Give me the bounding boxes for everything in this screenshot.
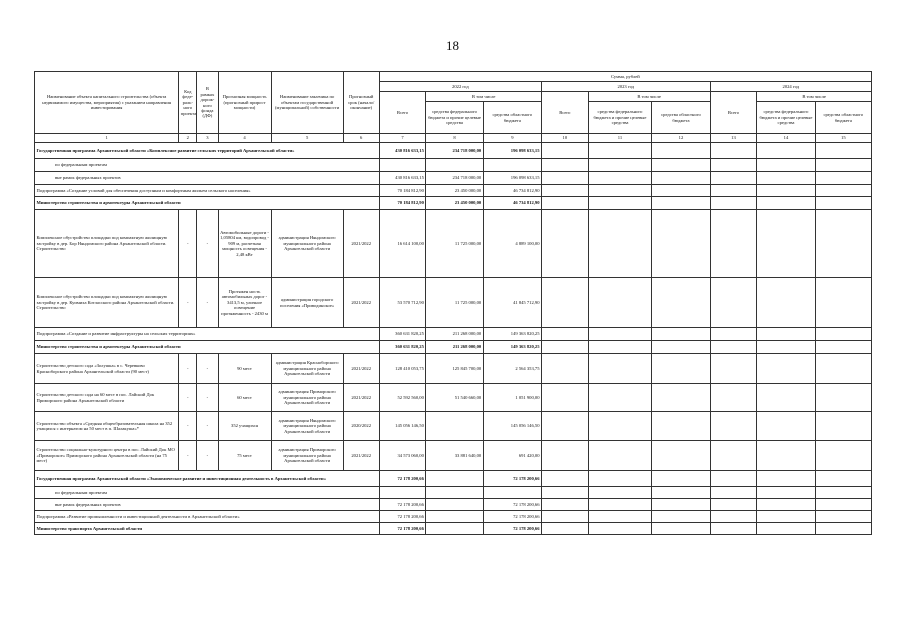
cell-owner: администрация Приморского муниципального района Архангельской области <box>271 384 343 412</box>
col-num: 7 <box>379 134 426 143</box>
cell-regional: 1 051 900,00 <box>483 384 541 412</box>
cell-total: 128 410 053,75 <box>379 354 426 384</box>
cell-capacity: 75 мест <box>218 441 271 471</box>
table-row <box>35 185 872 197</box>
header-year-2023: 2023 год <box>542 82 711 92</box>
cell-federal: 11 725 000,00 <box>426 210 483 278</box>
header-regional: средства областного бюджета <box>815 102 871 134</box>
table-row <box>35 341 872 354</box>
cell-regional: 196 098 633,15 <box>483 143 541 159</box>
cell-code: - <box>179 354 197 384</box>
cell-federal: 211 268 000,00 <box>426 341 483 354</box>
cell-owner: администрация Красноборского муниципального района Архангельской области <box>271 354 343 384</box>
cell-total: 72 178 200,66 <box>379 511 426 523</box>
cell-regional: 72 178 200,66 <box>483 511 541 523</box>
table-row <box>35 471 872 487</box>
cell-code: - <box>179 278 197 328</box>
row-title: Подпрограмма «Развитие промышленности и инвестиционной деятельности в Архангельской области» <box>35 511 380 523</box>
cell-federal: 23 450 000,00 <box>426 185 483 197</box>
cell-period: 2021/2022 <box>343 278 379 328</box>
col-num: 15 <box>815 134 871 143</box>
header-period: Прогнозный срок (начало/окончание) <box>343 72 379 134</box>
cell-road: - <box>197 384 218 412</box>
col-num: 3 <box>197 134 218 143</box>
cell-period: 2021/2022 <box>343 354 379 384</box>
header-federal: средства федерального бюджета и прочие целевые средства <box>757 102 815 134</box>
cell-capacity: 352 учащихся <box>218 412 271 441</box>
row-title: по федеральным проектам <box>35 487 380 499</box>
object-name: Комплексное обустройство площадки под компактную жилищную застройку в дер. Куимиха Котласского района Архангельской области. Строительство <box>35 278 179 328</box>
cell-regional: 72 178 200,66 <box>483 523 541 535</box>
cell-federal <box>426 499 483 511</box>
row-title: Министерство транспорта Архангельской области <box>35 523 380 535</box>
col-num: 10 <box>542 134 589 143</box>
cell-regional: 149 363 820,25 <box>483 328 541 341</box>
header-name: Наименование объекта капитального строительства (объекта недвижимого имущества, мероприятия) с указанием направления инвестирования <box>35 72 179 134</box>
row-title: Министерство строительства и архитектуры Архангельской области <box>35 341 380 354</box>
cell-code: - <box>179 412 197 441</box>
cell-federal: 234 718 000,00 <box>426 172 483 185</box>
header-year-2022: 2022 год <box>379 82 541 92</box>
investment-table <box>34 71 872 535</box>
cell-federal: 11 725 000,00 <box>426 278 483 328</box>
cell-regional: 2 564 353,75 <box>483 354 541 384</box>
header-sum: Сумма, рублей <box>379 72 871 82</box>
col-num: 12 <box>652 134 710 143</box>
cell-owner: администрация городского поселения «Приводинское» <box>271 278 343 328</box>
table-row <box>35 511 872 523</box>
cell-total: 430 816 633,15 <box>379 143 426 159</box>
col-num: 2 <box>179 134 197 143</box>
header-owner: Наименование заказчика по объектам государственной (муниципальной) собственности <box>271 72 343 134</box>
cell-total: 16 614 100,00 <box>379 210 426 278</box>
cell-road: - <box>197 278 218 328</box>
cell-federal <box>426 412 483 441</box>
cell-regional: 41 845 712,90 <box>483 278 541 328</box>
cell-code: - <box>179 210 197 278</box>
cell-road: - <box>197 441 218 471</box>
header-total: Всего <box>542 92 589 134</box>
table-row <box>35 143 872 159</box>
header-federal: средства федерального бюджета и прочие целевые средства <box>588 102 652 134</box>
cell-regional: 145 056 146,50 <box>483 412 541 441</box>
cell-federal <box>426 471 483 487</box>
header-row-1 <box>35 72 872 82</box>
table-row <box>35 172 872 185</box>
table-row <box>35 384 872 412</box>
cell-road: - <box>197 412 218 441</box>
row-title: Государственная программа Архангельской области «Экономическое развитие и инвестиционная деятельность в Архангельской области» <box>35 471 380 487</box>
header-incl: В том числе <box>426 92 542 102</box>
header-regional: средства областного бюджета <box>483 102 541 134</box>
cell-capacity: Протяжен ность автомобильных дорог - 3413,5 м, уличное освещение протяженность - 2430 м <box>218 278 271 328</box>
cell-federal: 51 540 660,00 <box>426 384 483 412</box>
cell-regional: 72 178 200,66 <box>483 471 541 487</box>
table-row <box>35 441 872 471</box>
cell-period: 2021/2022 <box>343 441 379 471</box>
cell-total: 360 631 820,25 <box>379 328 426 341</box>
cell-total: 34 573 060,00 <box>379 441 426 471</box>
table-row <box>35 499 872 511</box>
cell-total: 70 184 812,90 <box>379 185 426 197</box>
cell-period: 2020/2022 <box>343 412 379 441</box>
col-num: 6 <box>343 134 379 143</box>
cell-total: 72 178 200,66 <box>379 471 426 487</box>
table-row <box>35 278 872 328</box>
cell-total: 145 056 146,50 <box>379 412 426 441</box>
cell-regional: 691 420,00 <box>483 441 541 471</box>
col-num: 8 <box>426 134 483 143</box>
header-incl: В том числе <box>757 92 872 102</box>
col-num: 4 <box>218 134 271 143</box>
table-row <box>35 354 872 384</box>
cell-capacity: Автомобильные дороги - 1,05804 км, водопровод - 909 м, расчетная мощность освещения - 2,48 кВт <box>218 210 271 278</box>
cell-owner: администрация Няндомского муниципального района Архангельской области <box>271 412 343 441</box>
cell-total: 53 570 712,90 <box>379 278 426 328</box>
cell-total: 72 178 200,66 <box>379 523 426 535</box>
cell-code: - <box>179 441 197 471</box>
header-federal: средства федерального бюджета и прочие целевые средства <box>426 102 483 134</box>
cell-total: 52 592 560,00 <box>379 384 426 412</box>
cell-federal <box>426 523 483 535</box>
header-incl: В том числе <box>588 92 710 102</box>
col-num: 1 <box>35 134 179 143</box>
cell-regional: 46 734 812,90 <box>483 197 541 210</box>
row-title: по федеральным проектам <box>35 159 380 172</box>
cell-regional: 46 734 812,90 <box>483 185 541 197</box>
table-row <box>35 523 872 535</box>
row-title: вне рамок федеральных проектов <box>35 172 380 185</box>
table-row <box>35 412 872 441</box>
table-row <box>35 487 872 499</box>
col-num: 11 <box>588 134 652 143</box>
row-title: вне рамок федеральных проектов <box>35 499 380 511</box>
header-total: Всего <box>710 92 757 134</box>
row-title: Министерство строительства и архитектуры Архангельской области <box>35 197 380 210</box>
column-numbers-row <box>35 134 872 143</box>
page-number: 18 <box>446 38 459 53</box>
table-row <box>35 210 872 278</box>
cell-road: - <box>197 210 218 278</box>
cell-regional: 196 098 633,15 <box>483 172 541 185</box>
col-num: 14 <box>757 134 815 143</box>
header-regional: средства областного бюджета <box>652 102 710 134</box>
row-title: Подпрограмма «Создание условий для обеспечения доступным и комфортным жильем сельского населения» <box>35 185 380 197</box>
cell-capacity: 90 мест <box>218 354 271 384</box>
object-name: Строительство детского сада «Золушка» в с. Черевково Красноборского района Архангельской области (90 мест) <box>35 354 179 384</box>
table-row <box>35 159 872 172</box>
row-title: Подпрограмма «Создание и развитие инфраструктуры на сельских территориях» <box>35 328 380 341</box>
cell-federal: 23 450 000,00 <box>426 197 483 210</box>
header-capacity: Прогнозная мощность (прогнозный прирост мощности) <box>218 72 271 134</box>
cell-code: - <box>179 384 197 412</box>
header-year-2024: 2024 год <box>710 82 871 92</box>
cell-owner: администрация Приморского муниципального района Архангельской области <box>271 441 343 471</box>
table-row <box>35 197 872 210</box>
cell-federal: 211 268 000,00 <box>426 328 483 341</box>
cell-total: 72 178 200,66 <box>379 499 426 511</box>
cell-regional: 72 178 200,66 <box>483 499 541 511</box>
cell-federal: 234 718 000,00 <box>426 143 483 159</box>
cell-federal: 33 881 640,00 <box>426 441 483 471</box>
col-num: 13 <box>710 134 757 143</box>
cell-regional: 4 889 100,00 <box>483 210 541 278</box>
table-row <box>35 328 872 341</box>
col-num: 5 <box>271 134 343 143</box>
cell-road: - <box>197 354 218 384</box>
object-name: Комплексное обустройство площадки под компактную жилищную застройку в дер. Бор Няндомского района Архангельской области. Строительство <box>35 210 179 278</box>
cell-federal <box>426 511 483 523</box>
cell-federal: 125 845 700,00 <box>426 354 483 384</box>
object-name: Строительство социально-культурного центра в пос. Лайский Док МО «Приморское» Приморского района Архангельской области (на 75 мест) <box>35 441 179 471</box>
cell-period: 2021/2022 <box>343 210 379 278</box>
header-code: Код феде-раль-ного проекта <box>179 72 197 134</box>
cell-total: 430 816 633,15 <box>379 172 426 185</box>
row-title: Государственная программа Архангельской области «Комплексное развитие сельских территорий Архангельской области» <box>35 143 380 159</box>
cell-capacity: 60 мест <box>218 384 271 412</box>
object-name: Строительство детского сада на 60 мест в пос. Лайский Док Приморского района Архангельской области <box>35 384 179 412</box>
header-total: Всего <box>379 92 426 134</box>
header-road: В рамках дорож-ного фонда (ДФ) <box>197 72 218 134</box>
cell-regional: 149 363 820,25 <box>483 341 541 354</box>
cell-period: 2021/2022 <box>343 384 379 412</box>
cell-total: 70 184 812,90 <box>379 197 426 210</box>
cell-total: 360 631 820,25 <box>379 341 426 354</box>
col-num: 9 <box>483 134 541 143</box>
object-name: Строительство объекта «Средняя общеобразовательная школа на 352 учащихся с интернатом на 50 мест в п. Шалакуша»* <box>35 412 179 441</box>
cell-owner: администрация Няндомского муниципального района Архангельской области <box>271 210 343 278</box>
